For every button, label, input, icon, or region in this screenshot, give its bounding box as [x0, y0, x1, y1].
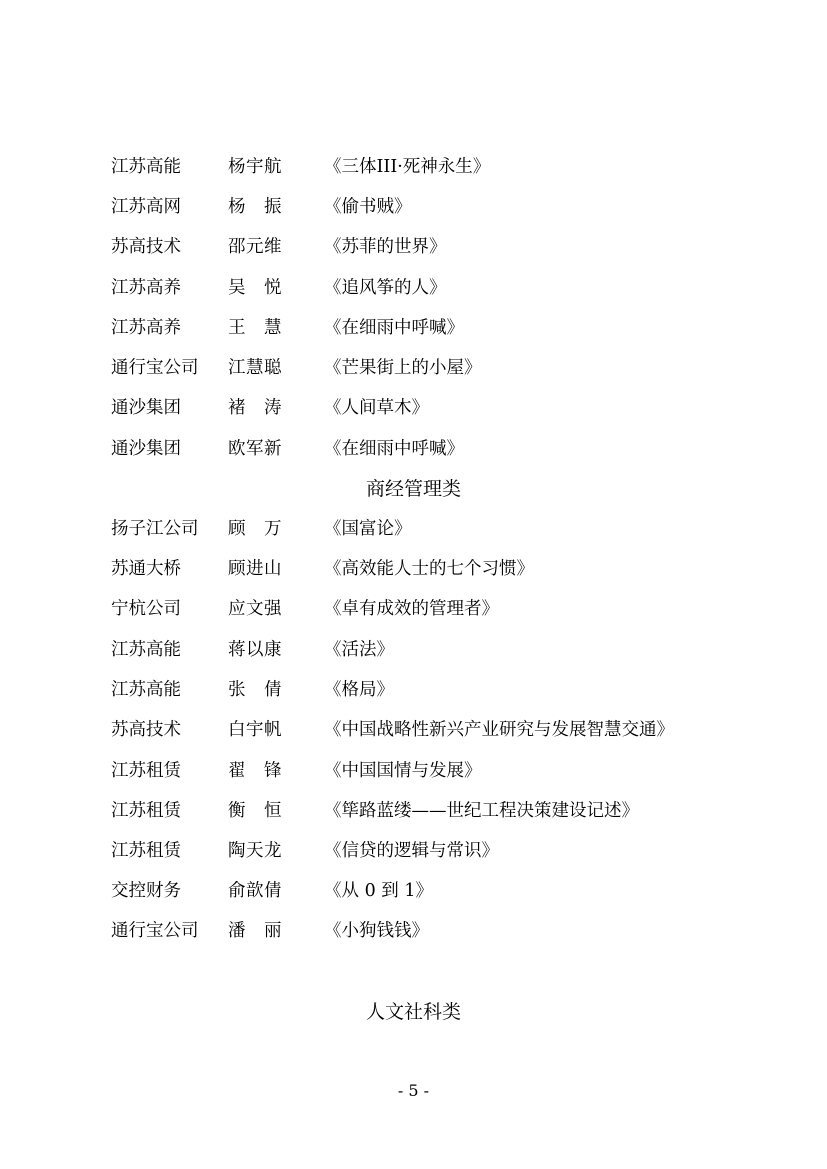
person-name: 吴 悦	[228, 278, 282, 298]
section-heading: 人文社科类	[365, 1001, 461, 1023]
book-title: 《格局》	[324, 680, 394, 700]
person-name: 蒋以康	[228, 640, 282, 660]
unit-name: 江苏租赁	[111, 801, 181, 821]
book-title: 《在细雨中呼喊》	[324, 439, 464, 459]
person-name: 江慧聪	[228, 358, 282, 378]
unit-name: 江苏租赁	[111, 761, 181, 781]
book-title: 《三体III·死神永生》	[324, 157, 491, 177]
person-name: 应文强	[228, 599, 282, 619]
book-title: 《苏菲的世界》	[324, 237, 447, 257]
book-title: 《中国战略性新兴产业研究与发展智慧交通》	[324, 720, 674, 740]
book-title: 《人间草木》	[324, 398, 429, 418]
unit-name: 江苏高能	[111, 640, 181, 660]
unit-name: 苏高技术	[111, 720, 181, 740]
unit-name: 交控财务	[111, 881, 181, 901]
unit-name: 扬子江公司	[111, 519, 199, 539]
book-title: 《卓有成效的管理者》	[324, 599, 499, 619]
person-name: 邵元维	[228, 237, 282, 257]
person-name: 张 倩	[228, 680, 282, 700]
person-name: 欧军新	[228, 439, 282, 459]
page-number: - 5 -	[397, 1081, 430, 1100]
person-name: 白宇帆	[228, 720, 282, 740]
person-name: 杨 振	[228, 197, 282, 217]
book-title: 《高效能人士的七个习惯》	[324, 559, 534, 579]
book-title: 《在细雨中呼喊》	[324, 318, 464, 338]
unit-name: 江苏高网	[111, 197, 181, 217]
unit-name: 江苏高能	[111, 680, 181, 700]
unit-name: 通行宝公司	[111, 921, 199, 941]
unit-name: 通沙集团	[111, 439, 181, 459]
book-title: 《国富论》	[324, 519, 412, 539]
book-title: 《筚路蓝缕——世纪工程决策建设记述》	[324, 801, 639, 821]
person-name: 陶天龙	[228, 841, 282, 861]
book-title: 《中国国情与发展》	[324, 761, 482, 781]
unit-name: 通行宝公司	[111, 358, 199, 378]
book-title: 《偷书贼》	[324, 197, 412, 217]
unit-name: 苏高技术	[111, 237, 181, 257]
person-name: 顾 万	[228, 519, 282, 539]
person-name: 潘 丽	[228, 921, 282, 941]
person-name: 褚 涛	[228, 398, 282, 418]
section-heading: 商经管理类	[365, 478, 461, 500]
person-name: 杨宇航	[228, 157, 282, 177]
unit-name: 江苏高能	[111, 157, 181, 177]
unit-name: 江苏租赁	[111, 841, 181, 861]
unit-name: 江苏高养	[111, 278, 181, 298]
book-title: 《小狗钱钱》	[324, 921, 429, 941]
person-name: 衡 恒	[228, 801, 282, 821]
unit-name: 苏通大桥	[111, 559, 181, 579]
person-name: 王 慧	[228, 318, 282, 338]
book-title: 《活法》	[324, 640, 394, 660]
book-title: 《从 0 到 1》	[324, 881, 433, 901]
unit-name: 江苏高养	[111, 318, 181, 338]
book-title: 《芒果街上的小屋》	[324, 358, 482, 378]
person-name: 翟 锋	[228, 761, 282, 781]
book-title: 《追风筝的人》	[324, 278, 447, 298]
unit-name: 通沙集团	[111, 398, 181, 418]
person-name: 顾进山	[228, 559, 282, 579]
person-name: 俞歆倩	[228, 881, 282, 901]
unit-name: 宁杭公司	[111, 599, 181, 619]
book-title: 《信贷的逻辑与常识》	[324, 841, 499, 861]
